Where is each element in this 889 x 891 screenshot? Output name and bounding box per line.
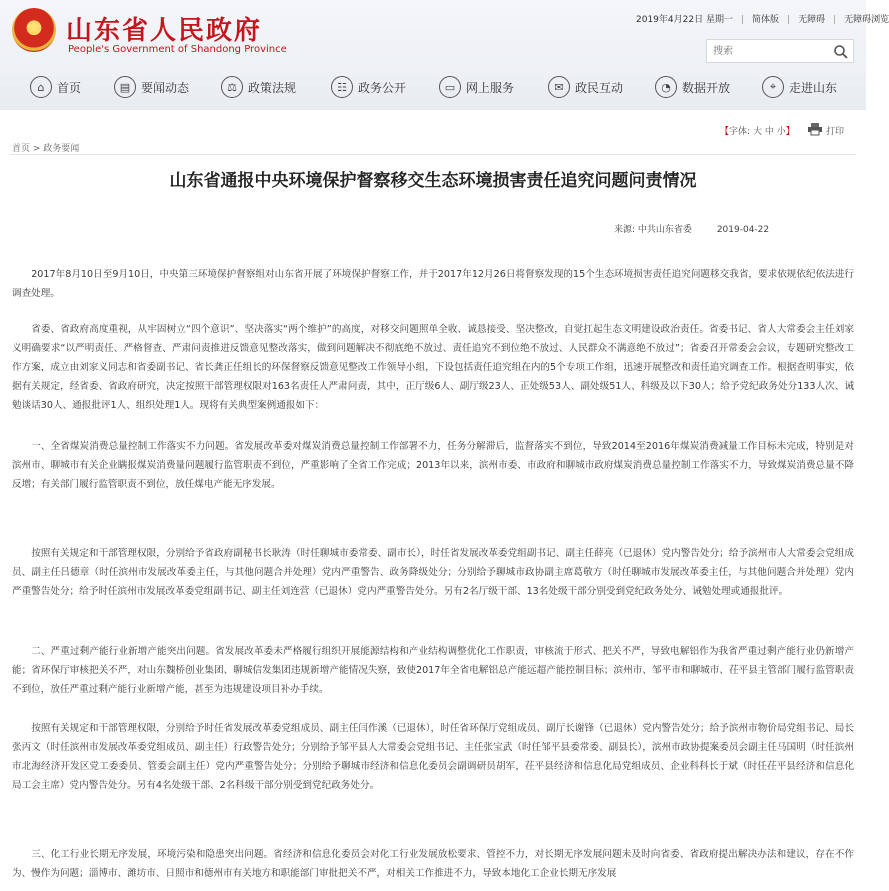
nav-label: 要闻动态	[141, 80, 190, 95]
nav-label: 网上服务	[466, 80, 515, 95]
nav-item-news[interactable]	[114, 72, 189, 102]
article-paragraph: 按照有关规定和干部管理权限，分别给予省政府副秘书长耿涛（时任聊城市委常委、副市长），时任省发展改革委党组副书记、副主任薛亮（已退休）党内警告处分；给予滨州市人大常委会党组成员、副主任吕德章（时任滨州市发展改革委主任，与其他问题合并处理）党内严重警告、政务降级处分；分别给予聊城市政协副主席葛敬方（时任聊城市发展改革委主任，与其他问题合并处理）党内严重警告处分；给予时任滨州市发展改革委党组副书记、副主任刘连营（已退休）党内严重警告处分。另有2名厅级干部、13名处级干部分别受到党纪政务处分、诫勉处理或通报批评。	[12, 548, 854, 597]
article-source: 中共山东省委	[637, 225, 692, 235]
nav-label: 政策法规	[248, 80, 297, 95]
source-label: 来源:	[614, 225, 636, 235]
top-links: 2019年4月22日 星期一 | 简体版 | 无障碍 | 无障碍浏览	[636, 12, 889, 25]
divider	[10, 154, 856, 155]
article-title: 山东省通报中央环境保护督察移交生态环境损害责任追究问题问责情况	[169, 171, 697, 191]
site-header	[0, 0, 889, 110]
nav-item-interaction[interactable]	[548, 72, 623, 102]
nav-item-policy[interactable]	[221, 72, 296, 102]
article-paragraph: 省委、省政府高度重视，从牢固树立“四个意识”、坚决落实“两个维护”的高度，对移交问题照单全收、诚恳接受、坚决整改，自觉扛起生态文明建设政治责任。省委书记、省人大常委会主任刘家义明确要求“以严明责任、严格督查、严肃问责推进反馈意见整改落实，做到问题解决不彻底绝不放过、责任追究不到位绝不放过、人民群众不满意绝不放过”；省委召开常委会会议，专题研究整改工作方案，成立由刘家义同志和省委副书记、省长龚正任组长的环保督察反馈意见整改工作领导小组，下设包括责任追究组在内的5个专项工作组，迅速开展整改和责任追究调查工作。根据查明事实，依据有关规定，经省委、省政府研究，决定按照干部管理权限对163名责任人严肃问责，其中，正厅级6人、副厅级23人、正处级53人、副处级51人、科级及以下30人；给予党纪政务处分133人次、诫勉谈话30人、通报批评1人、组织处理1人。现将有关典型案例通报如下：	[12, 324, 854, 411]
search-box	[706, 39, 854, 63]
main-nav	[0, 72, 866, 102]
article-paragraph: 一、全省煤炭消费总量控制工作落实不力问题。省发展改革委对煤炭消费总量控制工作部署不力，任务分解滞后，监督落实不到位，导致2014至2016年煤炭消费减量工作目标未完成，特别是对滨州市、聊城市有关企业瞒报煤炭消费量问题履行监管职责不到位，严重影响了全省工作完成；2013年以来，滨州市委、市政府和聊城市政府煤炭消费总量控制工作落实不力，导致煤炭消费总量不降反增；有关部门履行监管职责不到位，放任煤电产能无序发展。	[12, 441, 854, 490]
nav-item-open-government[interactable]	[331, 72, 406, 102]
scale-icon: ⚖	[221, 76, 243, 98]
link-simplified[interactable]: 简体版	[752, 15, 780, 25]
font-size-tools: 【字体: 大 中 小】	[720, 127, 795, 137]
current-date: 2019年4月22日 星期一	[636, 15, 733, 25]
print-icon[interactable]	[808, 123, 822, 135]
nav-item-home[interactable]	[30, 72, 81, 102]
chat-icon: ✉	[548, 76, 570, 98]
breadcrumb: 首页 > 政务要闻	[12, 144, 80, 154]
national-emblem-icon	[12, 8, 56, 52]
home-icon: ⌂	[30, 76, 52, 98]
open-icon: ☷	[331, 76, 353, 98]
nav-label: 政民互动	[575, 80, 624, 95]
search-input[interactable]	[713, 43, 823, 59]
site-title[interactable]: 山东省人民政府	[66, 16, 263, 46]
nav-item-about-shandong[interactable]	[762, 72, 837, 102]
search-icon[interactable]	[833, 44, 849, 60]
breadcrumb-section[interactable]: 政务要闻	[43, 144, 80, 154]
article-date: 2019-04-22	[716, 225, 770, 235]
font-size-medium[interactable]: 中	[764, 127, 774, 137]
link-accessible-browse[interactable]: 无障碍浏览	[844, 15, 889, 25]
nav-label: 数据开放	[682, 80, 731, 95]
nav-label: 首页	[57, 80, 82, 95]
article-paragraph: 三、化工行业长期无序发展，环境污染和隐患突出问题。省经济和信息化委员会对化工行业发展放松要求、管控不力，对长期无序发展问题未及时向省委、省政府提出解决办法和建议，存在不作为、慢作为问题；淄博市、潍坊市、日照市和德州市有关地方和职能部门审批把关不严，对相关工作推进不力，导致本地化工企业长期无序发展	[12, 849, 854, 879]
data-icon: ◔	[655, 76, 677, 98]
nav-item-online-service[interactable]	[439, 72, 514, 102]
font-size-label: 字体:	[729, 127, 751, 137]
article-paragraph: 二、严重过剩产能行业新增产能突出问题。省发展改革委未严格履行组织开展能源结构和产业结构调整优化工作职责，审核流于形式、把关不严，导致电解铝作为我省严重过剩产能行业仍新增产能；省环保厅审核把关不严，对山东魏桥创业集团、聊城信发集团违规新增产能情况失察，致使2017年全省电解铝总产能远超产能控制目标；滨州市、邹平市和聊城市、茌平县主管部门履行监管职责不到位，放任严重过剩产能行业新增产能，甚至为违规建设项目补办手续。	[12, 646, 854, 695]
font-size-large[interactable]: 大	[752, 127, 762, 137]
monitor-icon: ▭	[439, 76, 461, 98]
nav-label: 走进山东	[789, 80, 838, 95]
nav-label: 政务公开	[358, 80, 407, 95]
font-size-small[interactable]: 小	[776, 127, 786, 137]
news-icon: ▤	[114, 76, 136, 98]
link-accessibility[interactable]: 无障碍	[798, 15, 826, 25]
article-paragraph: 2017年8月10日至9月10日，中央第三环境保护督察组对山东省开展了环境保护督察工作，并于2017年12月26日将督察发现的15个生态环境损害责任追究问题移交我省，要求依规依纪依法进行调查处理。	[12, 269, 854, 299]
breadcrumb-home[interactable]: 首页	[12, 144, 31, 154]
article-meta	[614, 222, 769, 235]
nav-item-open-data[interactable]	[655, 72, 730, 102]
site-subtitle: People's Government of Shandong Province	[68, 44, 287, 55]
article-paragraph: 按照有关规定和干部管理权限，分别给予时任省发展改革委党组成员、副主任闫作溪（已退休），时任省环保厅党组成员、副厅长谢锋（已退休）党内警告处分；给予滨州市物价局党组书记、局长张丙文（时任滨州市发展改革委党组成员、副主任）行政警告处分；分别给予邹平县人大常委会党组书记、主任张宝武（时任邹平县委常委、副县长），滨州市政协提案委员会副主任马国明（时任滨州市北海经济开发区党工委委员、管委会副主任）党内严重警告处分；分别给予聊城市经济和信息化委员会副调研员胡军，茌平县经济和信息化局党组成员、企业科科长于斌（时任茌平县经济和信息化局工会主席）党内警告处分。另有4名处级干部、2名科级干部分别受到党纪政务处分。	[12, 723, 854, 791]
print-button[interactable]: 打印	[826, 127, 845, 137]
location-icon: ⌖	[762, 76, 784, 98]
